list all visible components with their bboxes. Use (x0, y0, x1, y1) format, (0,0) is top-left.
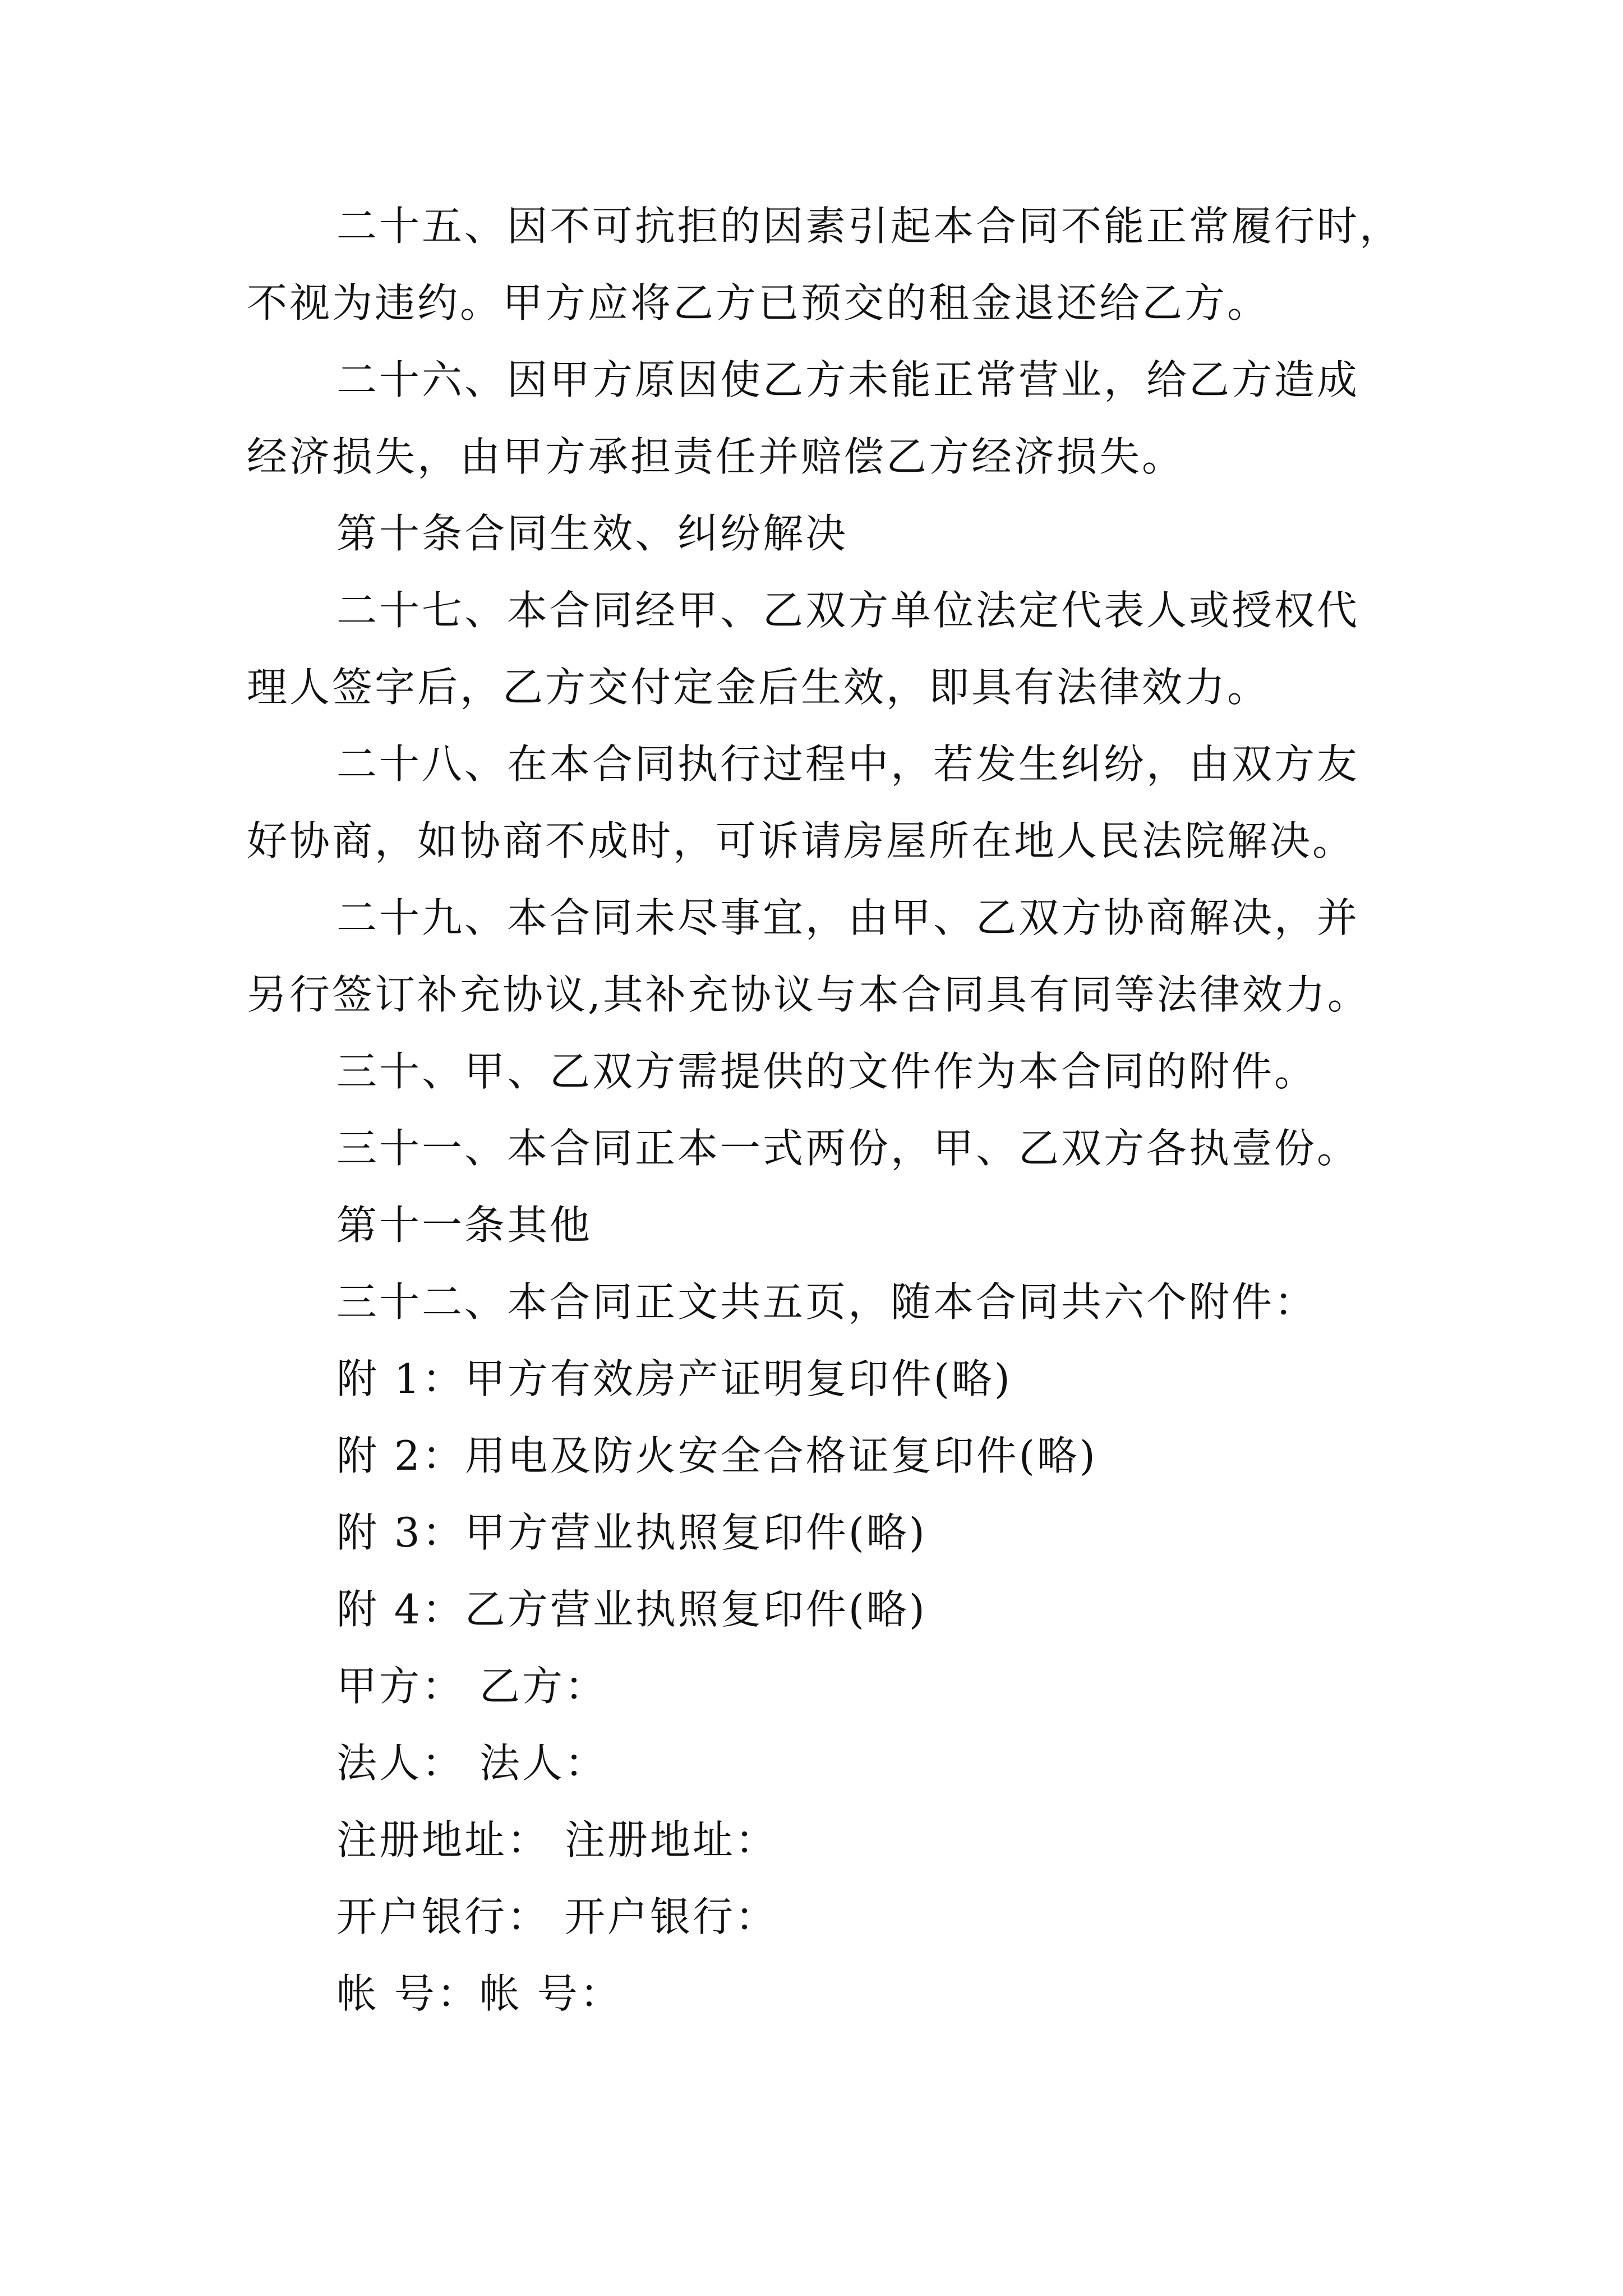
account-number-labels: 帐 号：帐 号： (336, 1970, 623, 2017)
clause-25-line-1: 二十五、因不可抗拒的因素引起本合同不能正常履行时， (336, 203, 1403, 250)
attachment-1: 附 1：甲方有效房产证明复印件(略) (336, 1355, 1012, 1402)
party-labels: 甲方： 乙方： (336, 1663, 607, 1710)
clause-31: 三十一、本合同正本一式两份，甲、乙双方各执壹份。 (336, 1125, 1360, 1172)
clause-27-line-1: 二十七、本合同经甲、乙双方单位法定代表人或授权代 (336, 587, 1360, 634)
clause-28-line-1: 二十八、在本合同执行过程中，若发生纠纷，由双方友 (336, 740, 1360, 788)
legal-person-labels: 法人： 法人： (336, 1740, 607, 1787)
attachment-3: 附 3：甲方营业执照复印件(略) (336, 1509, 927, 1556)
clause-25-line-2: 不视为违约。甲方应将乙方已预交的租金退还给乙方。 (247, 279, 1270, 326)
clause-28-line-2: 好协商，如协商不成时，可诉请房屋所在地人民法院解决。 (247, 817, 1355, 864)
clause-30: 三十、甲、乙双方需提供的文件作为本合同的附件。 (336, 1048, 1317, 1095)
clause-26-line-1: 二十六、因甲方原因使乙方未能正常营业，给乙方造成 (336, 356, 1360, 403)
section-11-heading: 第十一条其他 (336, 1202, 593, 1249)
clause-26-line-2: 经济损失，由甲方承担责任并赔偿乙方经济损失。 (247, 433, 1185, 480)
attachment-4: 附 4：乙方营业执照复印件(略) (336, 1586, 927, 1633)
document-body (247, 188, 1430, 2032)
clause-29-line-2: 另行签订补充协议,其补充协议与本合同具有同等法律效力。 (247, 971, 1370, 1018)
clause-27-line-2: 理人签字后，乙方交付定金后生效，即具有法律效力。 (247, 664, 1270, 711)
clause-32: 三十二、本合同正文共五页，随本合同共六个附件： (336, 1278, 1317, 1326)
attachment-2: 附 2：用电及防火安全合格证复印件(略) (336, 1432, 1098, 1479)
bank-labels: 开户银行： 开户银行： (336, 1893, 778, 1940)
registered-address-labels: 注册地址： 注册地址： (336, 1816, 778, 1864)
section-10-heading: 第十条合同生效、纠纷解决 (336, 510, 849, 557)
clause-29-line-1: 二十九、本合同未尽事宜，由甲、乙双方协商解决，并 (336, 894, 1360, 941)
